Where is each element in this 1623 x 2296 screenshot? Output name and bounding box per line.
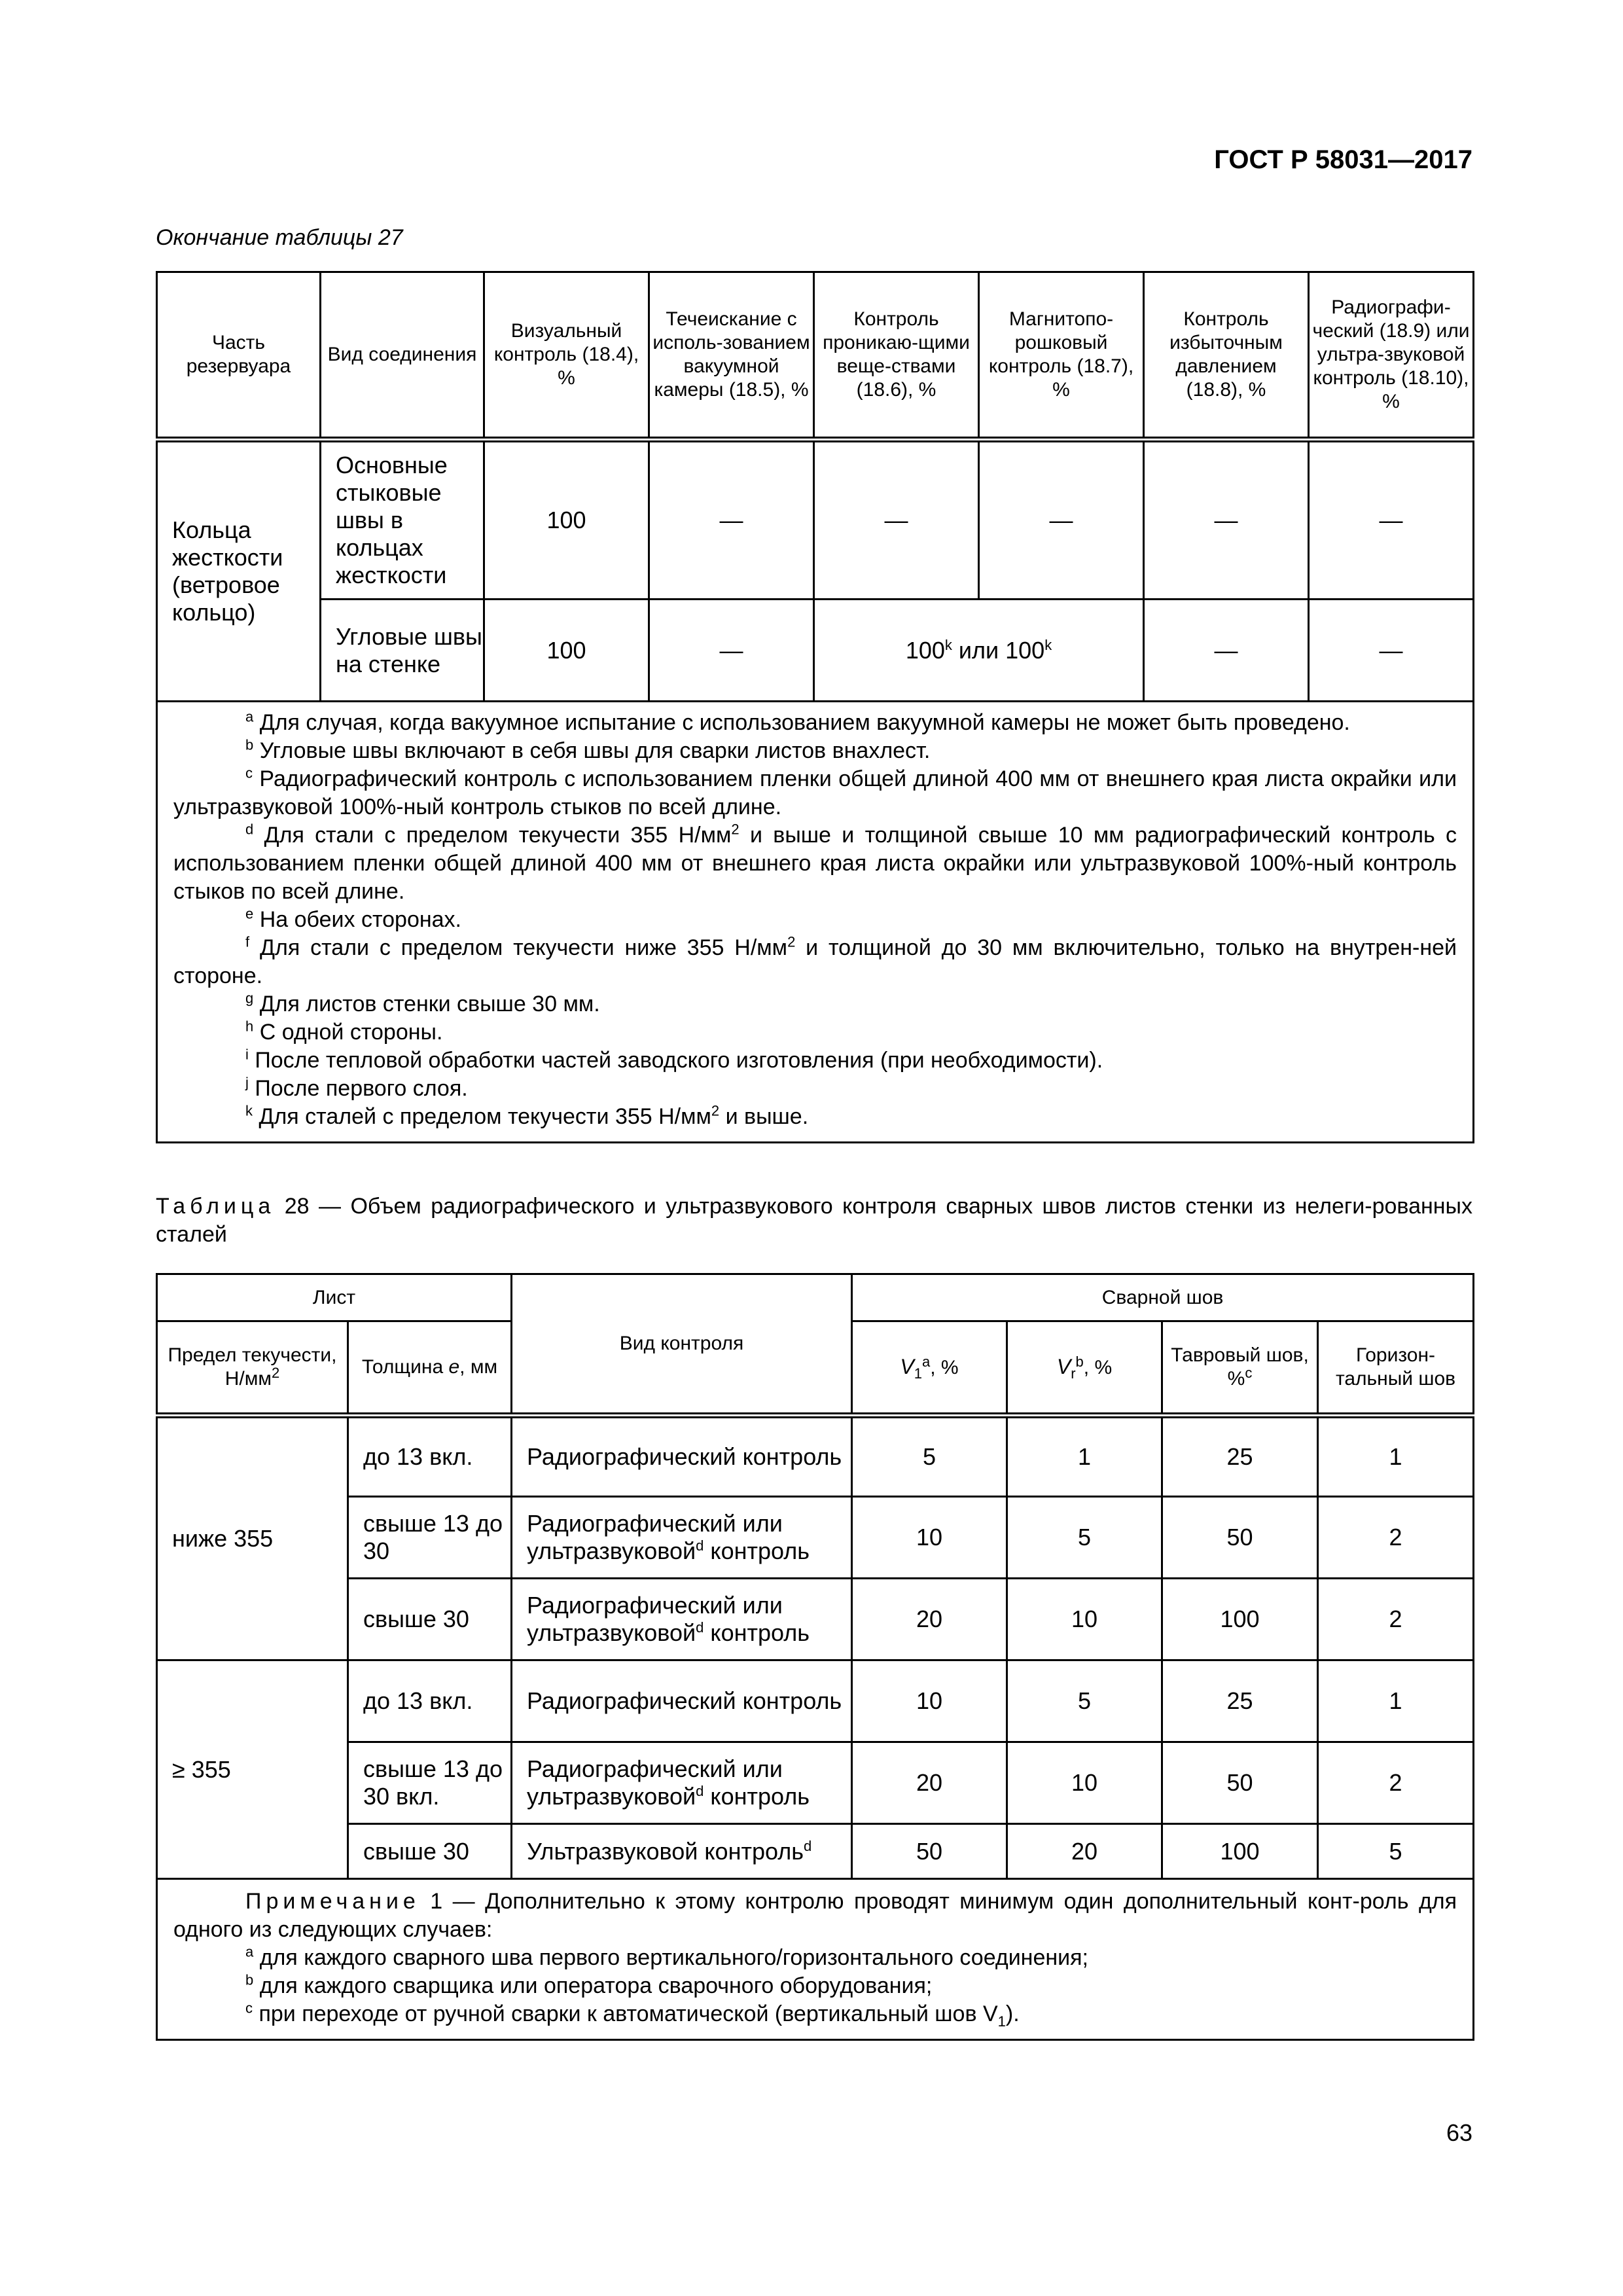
note-item-text-cont: ). — [1005, 2001, 1020, 2026]
control-type-cell — [512, 1660, 852, 1742]
radiographic-cell: — — [1309, 440, 1474, 600]
visual-cell: 100 — [484, 440, 649, 600]
table27-notes-row — [157, 702, 1474, 1143]
table28-caption-text: 28 — Объем радиографического и ультразвукового контроля сварных швов листов стенки из нелеги-рованных сталей — [156, 1194, 1472, 1247]
footnote-text: Для листов стенки свыше 30 мм. — [253, 992, 600, 1016]
penetrant-magnetic-merged-cell — [814, 600, 1144, 702]
control-type-text: Ультразвуковой контроль — [527, 1837, 804, 1865]
footnote-mark: g — [245, 990, 254, 1007]
col-header-tee-text: Тавровый шов, % — [1171, 1344, 1309, 1390]
footnote-text: Для случая, когда вакуумное испытание с использованием вакуумной камеры не может быть проведено. — [253, 710, 1350, 735]
footnote — [173, 737, 1457, 765]
footnote-mark: b — [245, 736, 254, 753]
tee-cell: 25 — [1162, 1416, 1318, 1497]
footnote-text: Радиографический контроль с использованием пленки общей длиной 400 мм от внешнего края листа окрайки или ультразвуковой 100%-ный контроль стыков по всей длине. — [173, 766, 1457, 819]
vr-subscript: r — [1071, 1365, 1076, 1382]
footnote-text: После первого слоя. — [248, 1076, 468, 1101]
footnote-mark: d — [696, 1619, 704, 1636]
note-item-text: для каждого сварщика или оператора сварочного оборудования; — [253, 1973, 933, 1998]
col-header-thickness-text: Толщина — [361, 1356, 449, 1378]
thickness-symbol: e — [448, 1356, 460, 1378]
vr-symbol: V — [1056, 1355, 1071, 1378]
footnote — [173, 934, 1457, 990]
footnote-mark: a — [245, 708, 254, 725]
footnote — [173, 906, 1457, 934]
footnote-mark: d — [696, 1783, 704, 1799]
tee-cell: 25 — [1162, 1660, 1318, 1742]
footnote-mark: b — [1075, 1354, 1084, 1370]
col-header-vr — [1007, 1321, 1162, 1416]
note-item — [173, 2000, 1457, 2028]
unit-exponent: 2 — [272, 1365, 280, 1381]
tee-cell: 50 — [1162, 1742, 1318, 1824]
footnote — [173, 1075, 1457, 1103]
table-row — [157, 1824, 1474, 1879]
footnote-mark: a — [921, 1354, 931, 1370]
page-number: 63 — [1446, 2119, 1472, 2146]
control-type-text-cont: контроль — [704, 1619, 810, 1646]
vr-cell: 10 — [1007, 1742, 1162, 1824]
radiographic-cell: — — [1309, 600, 1474, 702]
control-type-cell — [512, 1497, 852, 1579]
thickness-cell: свыше 30 — [348, 1579, 512, 1660]
unit-exponent: 2 — [731, 821, 740, 838]
footnote-mark: d — [803, 1837, 812, 1854]
col-header-penetrant: Контроль проникаю-щими веще-ствами (18.6), % — [814, 272, 979, 440]
vacuum-cell: — — [649, 600, 814, 702]
footnote-text: После тепловой обработки частей заводского изготовления (при необходимости). — [248, 1048, 1103, 1073]
footnote-mark: h — [245, 1018, 254, 1035]
note-item-text: для каждого сварного шва первого вертикального/горизонтального соединения; — [253, 1945, 1088, 1970]
horizontal-cell: 1 — [1318, 1660, 1474, 1742]
col-header-horizontal: Горизон-тальный шов — [1318, 1321, 1474, 1416]
footnote-mark: c — [245, 2000, 253, 2017]
control-type-text: Радиографический или ультразвуковой — [527, 1755, 783, 1810]
footnote — [173, 1103, 1457, 1131]
v1-unit: , % — [930, 1357, 959, 1378]
footnote — [173, 709, 1457, 737]
footnote-mark: j — [245, 1074, 249, 1091]
pressure-cell: — — [1144, 440, 1309, 600]
vr-cell: 20 — [1007, 1824, 1162, 1879]
unit-exponent: 2 — [711, 1102, 720, 1119]
v1-cell: 20 — [852, 1579, 1007, 1660]
penetrant-cell: — — [814, 440, 979, 600]
vr-cell: 5 — [1007, 1660, 1162, 1742]
table-row — [157, 600, 1474, 702]
footnote-mark: i — [245, 1046, 249, 1063]
footnote — [173, 765, 1457, 821]
vr-cell: 5 — [1007, 1497, 1162, 1579]
tee-cell: 100 — [1162, 1824, 1318, 1879]
horizontal-cell: 2 — [1318, 1742, 1474, 1824]
control-type-text: Радиографический или ультразвуковой — [527, 1592, 783, 1646]
unit-exponent: 2 — [787, 933, 796, 950]
col-header-yield-text: Предел текучести, Н/мм — [168, 1344, 337, 1390]
footnote-text-cont: и выше и толщиной свыше 10 мм радиографический контроль с использованием пленки общей длиной 400 мм от внешнего края листа окрайки или ультразвуковой 100%-ный контроль стыков по всей длине. — [173, 823, 1457, 904]
note-item — [173, 1972, 1457, 2000]
v1-cell: 50 — [852, 1824, 1007, 1879]
footnote-text: С одной стороны. — [253, 1020, 443, 1045]
table-28 — [156, 1273, 1474, 2041]
note-item — [173, 1944, 1457, 1972]
col-header-pressure: Контроль избыточным давлением (18.8), % — [1144, 272, 1309, 440]
footnote-mark: c — [1245, 1365, 1253, 1381]
footnote-text: На обеих сторонах. — [253, 907, 462, 932]
footnote — [173, 1018, 1457, 1047]
note-word: Примечание — [245, 1889, 420, 1914]
document-standard-number: ГОСТ Р 58031—2017 — [1214, 145, 1472, 174]
table-row — [157, 1660, 1474, 1742]
thickness-cell: до 13 вкл. — [348, 1416, 512, 1497]
control-type-text: Радиографический контроль — [527, 1443, 842, 1470]
tee-cell: 100 — [1162, 1579, 1318, 1660]
v1-cell: 10 — [852, 1660, 1007, 1742]
footnote — [173, 1047, 1457, 1075]
footnote-text-cont: и выше. — [719, 1104, 809, 1129]
footnote-mark: a — [245, 1943, 254, 1960]
col-header-weld: Сварной шов — [852, 1274, 1474, 1321]
control-type-cell — [512, 1824, 852, 1879]
control-type-text: Радиографический контроль — [527, 1687, 842, 1714]
footnote-mark: c — [245, 764, 253, 781]
footnote — [173, 821, 1457, 906]
horizontal-cell: 1 — [1318, 1416, 1474, 1497]
control-type-cell — [512, 1579, 852, 1660]
table-row — [157, 1497, 1474, 1579]
footnote-text: Для стали с пределом текучести ниже 355 Н/мм — [249, 935, 788, 960]
tee-cell: 50 — [1162, 1497, 1318, 1579]
merged-value-alt: или 100 — [952, 636, 1045, 664]
col-header-thickness — [348, 1321, 512, 1416]
visual-cell: 100 — [484, 600, 649, 702]
note-item-text: при переходе от ручной сварки к автоматической (вертикальный шов V — [253, 2001, 998, 2026]
note-text: 1 — Дополнительно к этому контролю проводят минимум один дополнительный конт-роль для одного из следующих случаев: — [173, 1889, 1457, 1942]
footnote-mark: d — [696, 1537, 704, 1554]
thickness-cell: до 13 вкл. — [348, 1660, 512, 1742]
control-type-text-cont: контроль — [704, 1537, 810, 1564]
v1-subscript: 1 — [914, 1365, 922, 1382]
table-row — [157, 1579, 1474, 1660]
footnote-mark: k — [1044, 636, 1052, 653]
table28-caption-word: Таблица — [156, 1194, 276, 1219]
merged-value: 100 — [905, 636, 945, 664]
col-header-thickness-unit: , мм — [459, 1356, 498, 1378]
v1-cell: 10 — [852, 1497, 1007, 1579]
table-27 — [156, 271, 1474, 1143]
horizontal-cell: 2 — [1318, 1497, 1474, 1579]
col-header-control-type: Вид контроля — [512, 1274, 852, 1416]
joint-cell: Угловые швы на стенке — [321, 600, 484, 702]
table27-caption: Окончание таблицы 27 — [156, 225, 403, 250]
thickness-cell: свыше 30 — [348, 1824, 512, 1879]
vacuum-cell: — — [649, 440, 814, 600]
col-header-visual: Визуальный контроль (18.4), % — [484, 272, 649, 440]
table28-caption — [156, 1193, 1472, 1249]
footnote-text-cont: и толщиной до 30 мм включительно, только на внутрен-ней стороне. — [173, 935, 1457, 988]
note-paragraph — [173, 1888, 1457, 1944]
v1-cell: 20 — [852, 1742, 1007, 1824]
part-cell: Кольца жесткости (ветровое кольцо) — [157, 440, 321, 702]
footnote-text: Для сталей с пределом текучести 355 Н/мм — [253, 1104, 711, 1129]
joint-cell: Основные стыковые швы в кольцах жесткости — [321, 440, 484, 600]
col-header-radiographic: Радиографи-ческий (18.9) или ультра-звуковой контроль (18.10), % — [1309, 272, 1474, 440]
v1-cell: 5 — [852, 1416, 1007, 1497]
footnote-mark: k — [245, 1102, 253, 1119]
col-header-tee — [1162, 1321, 1318, 1416]
magnetic-cell: — — [979, 440, 1144, 600]
vr-unit: , % — [1083, 1357, 1113, 1378]
footnote-mark: b — [245, 1971, 254, 1988]
control-type-text: Радиографический или ультразвуковой — [527, 1510, 783, 1564]
horizontal-cell: 5 — [1318, 1824, 1474, 1879]
col-header-yield — [157, 1321, 348, 1416]
footnote-text: Угловые швы включают в себя швы для сварки листов внахлест. — [253, 738, 931, 763]
table28-note — [157, 1879, 1474, 2040]
control-type-cell — [512, 1416, 852, 1497]
vr-cell: 1 — [1007, 1416, 1162, 1497]
thickness-cell: свыше 13 до 30 — [348, 1497, 512, 1579]
col-header-joint: Вид соединения — [321, 272, 484, 440]
footnote-mark: d — [245, 821, 254, 838]
thickness-cell: свыше 13 до 30 вкл. — [348, 1742, 512, 1824]
pressure-cell: — — [1144, 600, 1309, 702]
control-type-text-cont: контроль — [704, 1783, 810, 1810]
table28-notes-row — [157, 1879, 1474, 2040]
table-row — [157, 1416, 1474, 1497]
table27-footnotes — [157, 702, 1474, 1143]
col-header-v1 — [852, 1321, 1007, 1416]
col-header-part: Часть резервуара — [157, 272, 321, 440]
v1-subscript: 1 — [997, 2013, 1006, 2030]
yield-group-cell: ниже 355 — [157, 1416, 348, 1660]
vr-cell: 10 — [1007, 1579, 1162, 1660]
table27-header-row — [157, 272, 1474, 440]
control-type-cell — [512, 1742, 852, 1824]
table28-header-row-1 — [157, 1274, 1474, 1321]
footnote-mark: e — [245, 905, 254, 922]
footnote-mark: k — [944, 636, 952, 653]
table-row — [157, 1742, 1474, 1824]
col-header-magnetic: Магнитопо-рошковый контроль (18.7), % — [979, 272, 1144, 440]
col-header-sheet: Лист — [157, 1274, 512, 1321]
footnote-text: Для стали с пределом текучести 355 Н/мм — [253, 823, 732, 848]
col-header-vacuum: Течеискание с исполь-зованием вакуумной камеры (18.5), % — [649, 272, 814, 440]
yield-group-cell: ≥ 355 — [157, 1660, 348, 1879]
footnote-mark: f — [245, 933, 250, 950]
horizontal-cell: 2 — [1318, 1579, 1474, 1660]
footnote — [173, 990, 1457, 1018]
v1-symbol: V — [900, 1355, 914, 1378]
table-row — [157, 440, 1474, 600]
